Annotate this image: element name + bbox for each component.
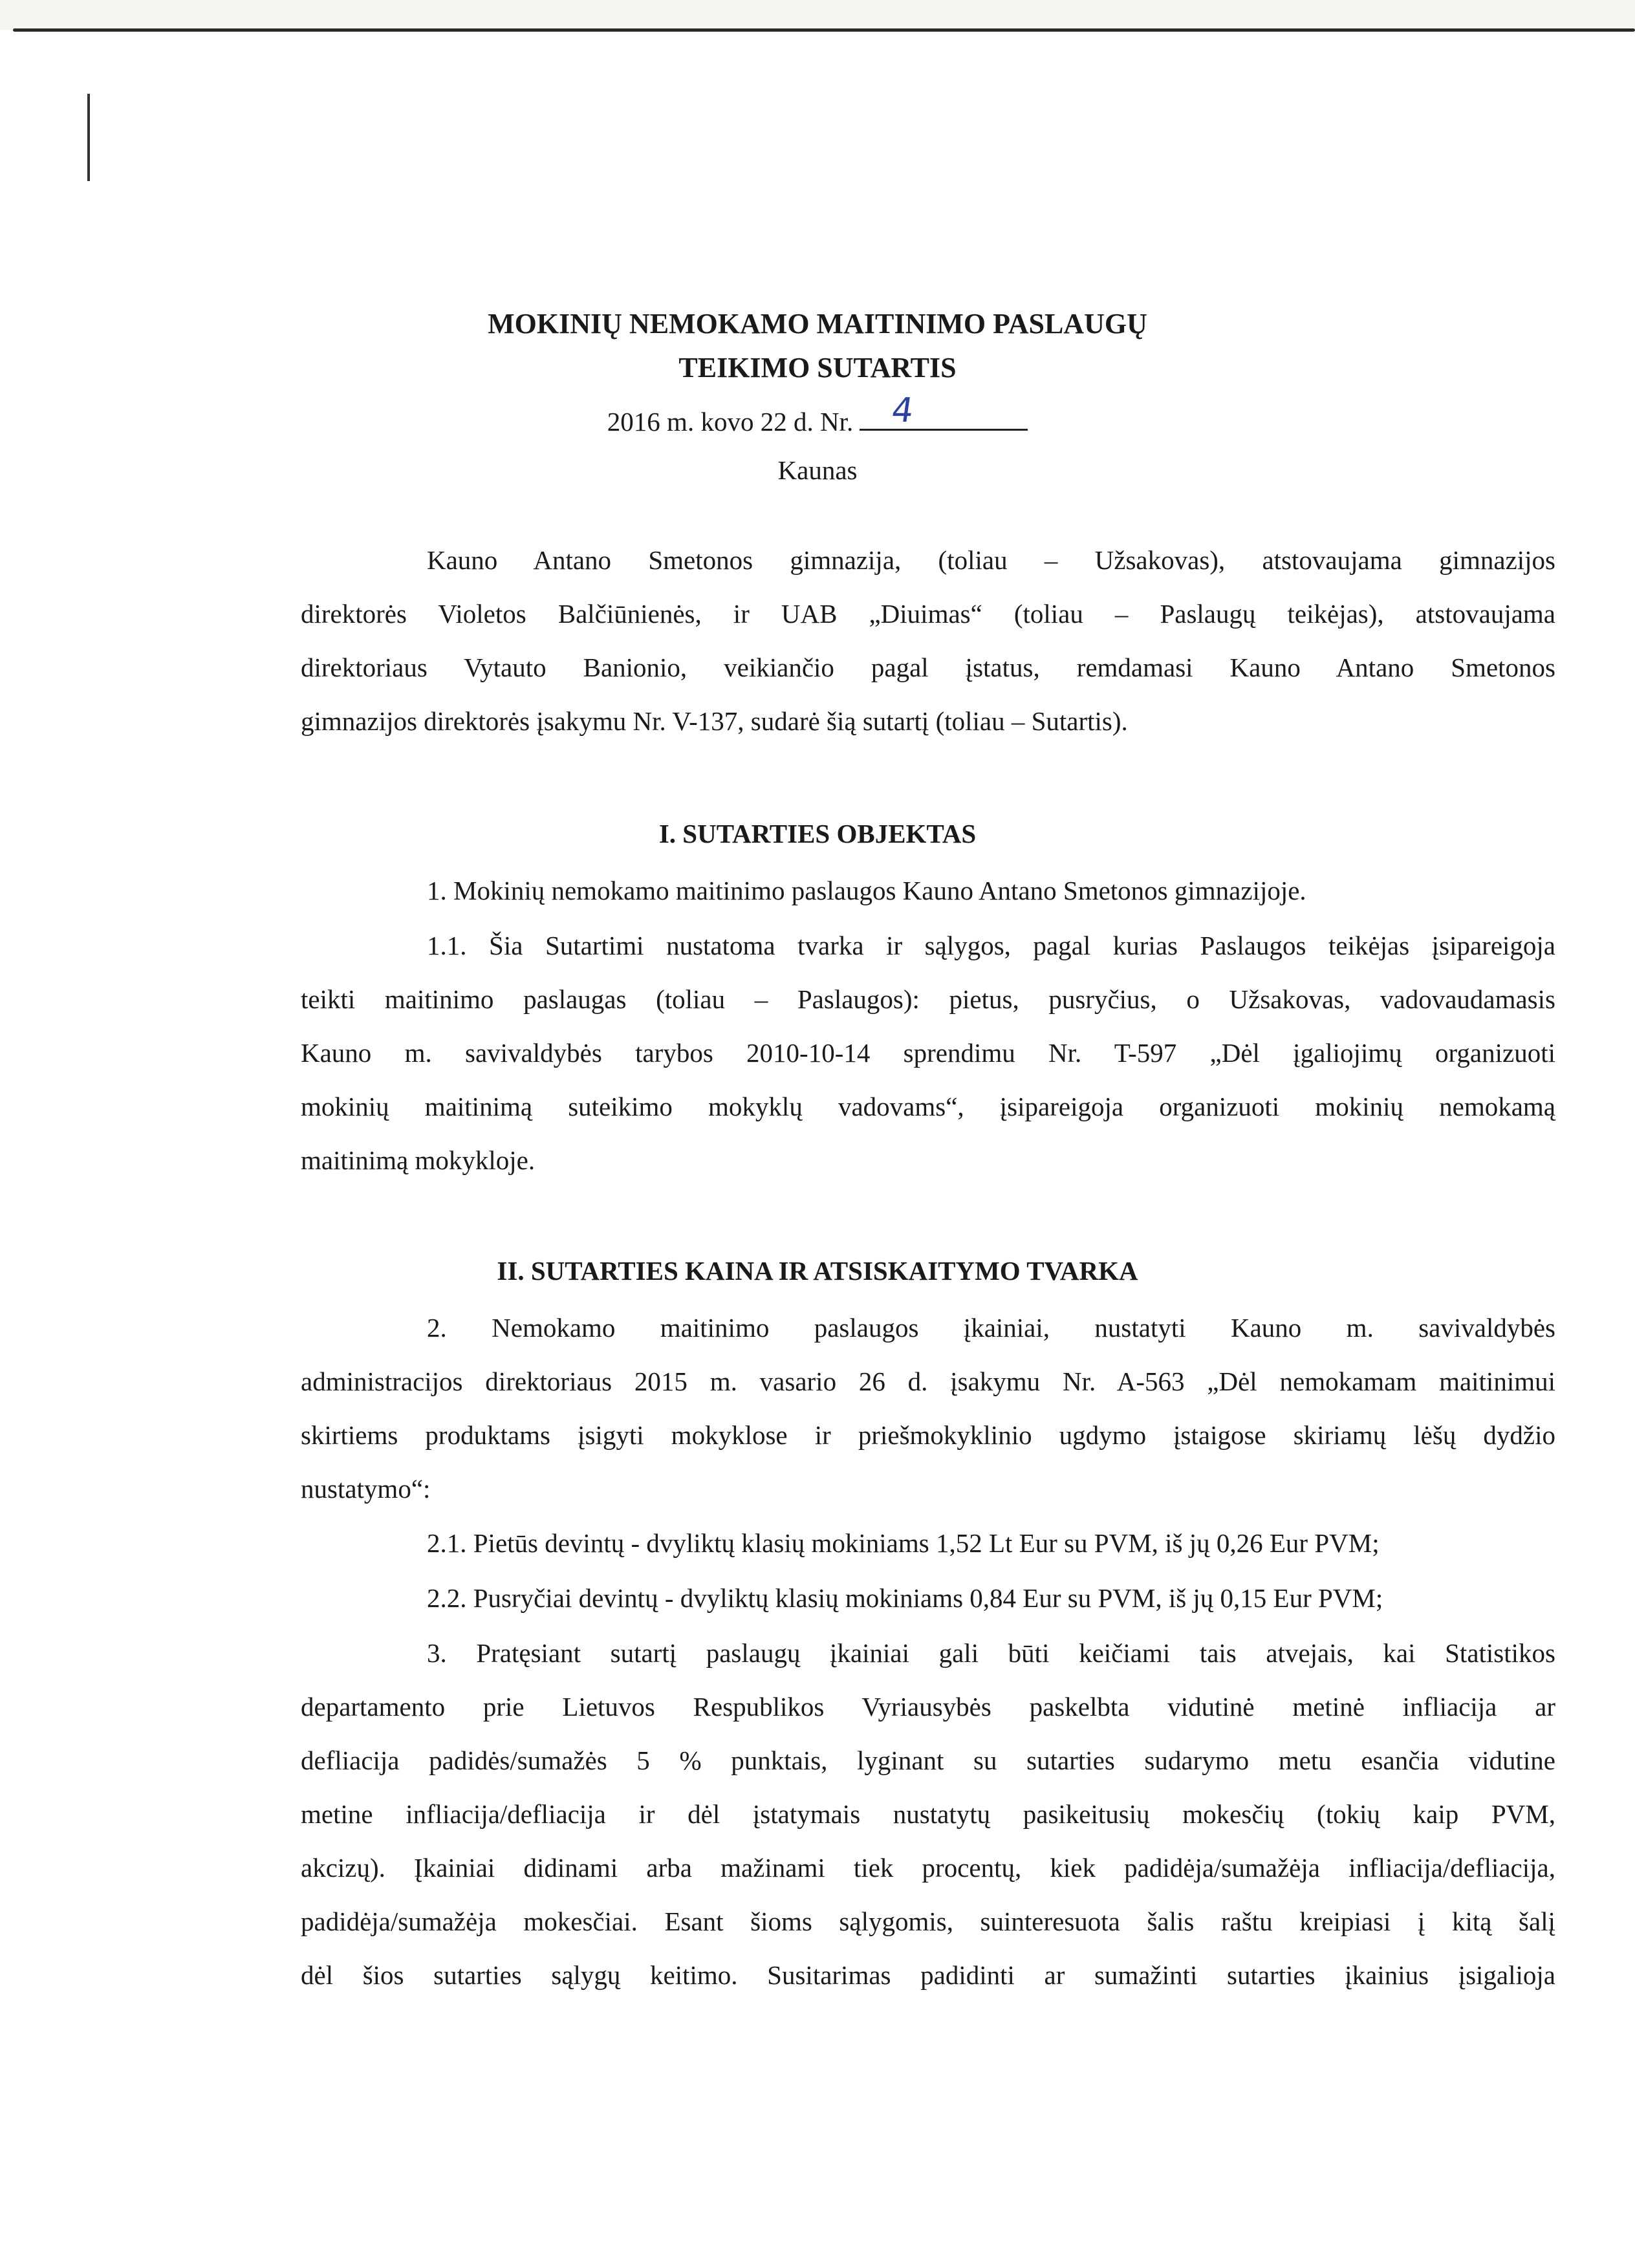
document-title-line2: TEIKIMO SUTARTIS: [678, 352, 957, 383]
text-line: 2.1. Pietūs devintų - dvyliktų klasių mokiniams 1,52 Lt Eur su PVM, iš jų 0,26 Eur PVM;: [427, 1528, 1380, 1558]
number-field: [860, 391, 1028, 431]
text-line: 3. Pratęsiant sutartį paslaugų įkainiai gali būti keičiami tais atvejais, kai Statistikos: [427, 1638, 1555, 1668]
document-date: [0, 391, 1635, 437]
clause-1-1: [301, 919, 1555, 1187]
text-line: teikti maitinimo paslaugas (toliau – Paslaugos): pietus, pusryčius, o Užsakovas, vadovaudamasis: [301, 984, 1555, 1014]
text-line: direktorės Violetos Balčiūnienės, ir UAB „Diuimas“ (toliau – Paslaugų teikėjas), atstovaujama: [301, 599, 1555, 629]
clause-2-2: [301, 1571, 1555, 1625]
text-line: mokinių maitinimą suteikimo mokyklų vadovams“, įsipareigoja organizuoti mokinių nemokamą: [301, 1092, 1555, 1121]
document-city: Kaunas: [777, 455, 858, 485]
clause-3: [301, 1626, 1555, 2002]
text-line: departamento prie Lietuvos Respublikos Vyriausybės paskelbta vidutinė metinė infliacija ar: [301, 1692, 1555, 1722]
text-line: 1. Mokinių nemokamo maitinimo paslaugos Kauno Antano Smetonos gimnazijoje.: [427, 876, 1306, 905]
document-title-line1: MOKINIŲ NEMOKAMO MAITINIMO PASLAUGŲ: [488, 308, 1147, 340]
clause-2-1: [301, 1517, 1555, 1570]
scan-margin-mark: [87, 94, 90, 181]
section-2-heading: II. SUTARTIES KAINA IR ATSISKAITYMO TVARKA: [497, 1256, 1138, 1286]
intro-paragraph: [301, 534, 1555, 748]
text-line: padidėja/sumažėja mokesčiai. Esant šioms sąlygomis, suinteresuota šalis raštu kreipiasi į kitą šalį: [301, 1906, 1555, 1936]
clause-2: [301, 1301, 1555, 1516]
text-line: 2. Nemokamo maitinimo paslaugos įkainiai, nustatyti Kauno m. savivaldybės: [427, 1313, 1555, 1343]
scan-top-edge: [0, 0, 1635, 30]
page-edge-line: [13, 28, 1635, 32]
text-line: defliacija padidės/sumažės 5 % punktais, lyginant su sutarties sudarymo metu esančia vidutine: [301, 1745, 1555, 1775]
date-text: 2016 m. kovo 22 d. Nr.: [607, 407, 854, 437]
text-line: administracijos direktoriaus 2015 m. vasario 26 d. įsakymu Nr. A-563 „Dėl nemokamam maitinimui: [301, 1366, 1555, 1396]
text-line: Kauno m. savivaldybės tarybos 2010-10-14 sprendimu Nr. T-597 „Dėl įgaliojimų organizuoti: [301, 1038, 1555, 1068]
text-line: maitinimą mokykloje.: [301, 1145, 536, 1175]
text-line: gimnazijos direktorės įsakymu Nr. V-137, sudarė šią sutartį (toliau – Sutartis).: [301, 706, 1128, 736]
section-1-heading: I. SUTARTIES OBJEKTAS: [658, 819, 977, 848]
text-line: direktoriaus Vytauto Banionio, veikiančio pagal įstatus, remdamasi Kauno Antano Smetonos: [301, 653, 1555, 682]
text-line: 2.2. Pusryčiai devintų - dvyliktų klasių mokiniams 0,84 Eur su PVM, iš jų 0,15 Eur PVM;: [427, 1583, 1383, 1613]
text-line: akcizų). Įkainiai didinami arba mažinami tiek procentų, kiek padidėja/sumažėja infliacija/defliacija,: [301, 1853, 1555, 1883]
text-line: 1.1. Šia Sutartimi nustatoma tvarka ir sąlygos, pagal kurias Paslaugos teikėjas įsipareigoja: [427, 931, 1555, 960]
text-line: skirtiems produktams įsigyti mokyklose ir priešmokyklinio ugdymo įstaigose skiriamų lėšų dydžio: [301, 1420, 1555, 1450]
clause-1: [301, 864, 1555, 918]
handwritten-number: 4: [889, 391, 916, 430]
text-line: dėl šios sutarties sąlygų keitimo. Susitarimas padidinti ar sumažinti sutarties įkainius įsigalioja: [301, 1960, 1555, 1990]
text-line: Kauno Antano Smetonos gimnazija, (toliau – Užsakovas), atstovaujama gimnazijos: [427, 545, 1555, 575]
text-line: metine infliacija/defliacija ir dėl įstatymais nustatytų pasikeitusių mokesčių (tokių kaip PVM,: [301, 1799, 1555, 1829]
text-line: nustatymo“:: [301, 1474, 431, 1504]
